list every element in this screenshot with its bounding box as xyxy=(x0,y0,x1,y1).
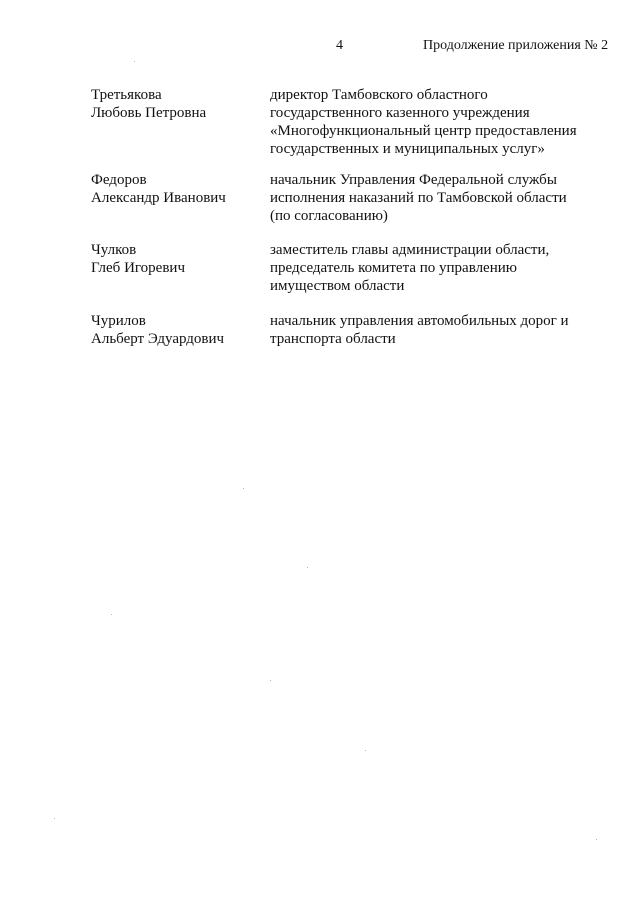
position-line: государственного казенного учреждения xyxy=(270,105,530,121)
position-line: заместитель главы администрации области, xyxy=(270,242,550,258)
member-position xyxy=(270,241,620,295)
member-name xyxy=(91,86,261,122)
scan-speck xyxy=(596,839,597,840)
member-given-names: Альберт Эдуардович xyxy=(91,331,225,347)
position-line: начальник Управления Федеральной службы xyxy=(270,172,557,188)
member-given-names: Любовь Петровна xyxy=(91,105,207,121)
member-name xyxy=(91,241,261,277)
position-line: (по согласованию) xyxy=(270,208,388,224)
member-position xyxy=(270,86,620,158)
scan-speck xyxy=(307,567,308,568)
position-line: директор Тамбовского областного xyxy=(270,87,488,103)
scan-speck xyxy=(243,488,244,489)
member-position xyxy=(270,312,620,348)
position-line: государственных и муниципальных услуг» xyxy=(270,141,545,157)
member-surname: Федоров xyxy=(91,172,147,188)
position-line: «Многофункциональный центр предоставления xyxy=(270,123,577,139)
member-given-names: Глеб Игоревич xyxy=(91,260,185,276)
position-line: имуществом области xyxy=(270,278,405,294)
member-name xyxy=(91,171,261,207)
position-line: начальник управления автомобильных дорог и xyxy=(270,313,569,329)
member-surname: Третьякова xyxy=(91,87,162,103)
member-given-names: Александр Иванович xyxy=(91,190,226,206)
position-line: председатель комитета по управлению xyxy=(270,260,517,276)
continuation-label: Продолжение приложения № 2 xyxy=(423,38,609,53)
member-surname: Чурилов xyxy=(91,313,146,329)
scan-speck xyxy=(134,61,135,62)
scan-speck xyxy=(111,614,112,615)
scan-speck xyxy=(54,818,55,819)
scan-speck xyxy=(365,750,366,751)
member-surname: Чулков xyxy=(91,242,137,258)
scan-speck xyxy=(270,680,271,681)
member-position xyxy=(270,171,620,225)
page-number: 4 xyxy=(336,38,343,53)
position-line: исполнения наказаний по Тамбовской области xyxy=(270,190,567,206)
member-name xyxy=(91,312,261,348)
position-line: транспорта области xyxy=(270,331,396,347)
